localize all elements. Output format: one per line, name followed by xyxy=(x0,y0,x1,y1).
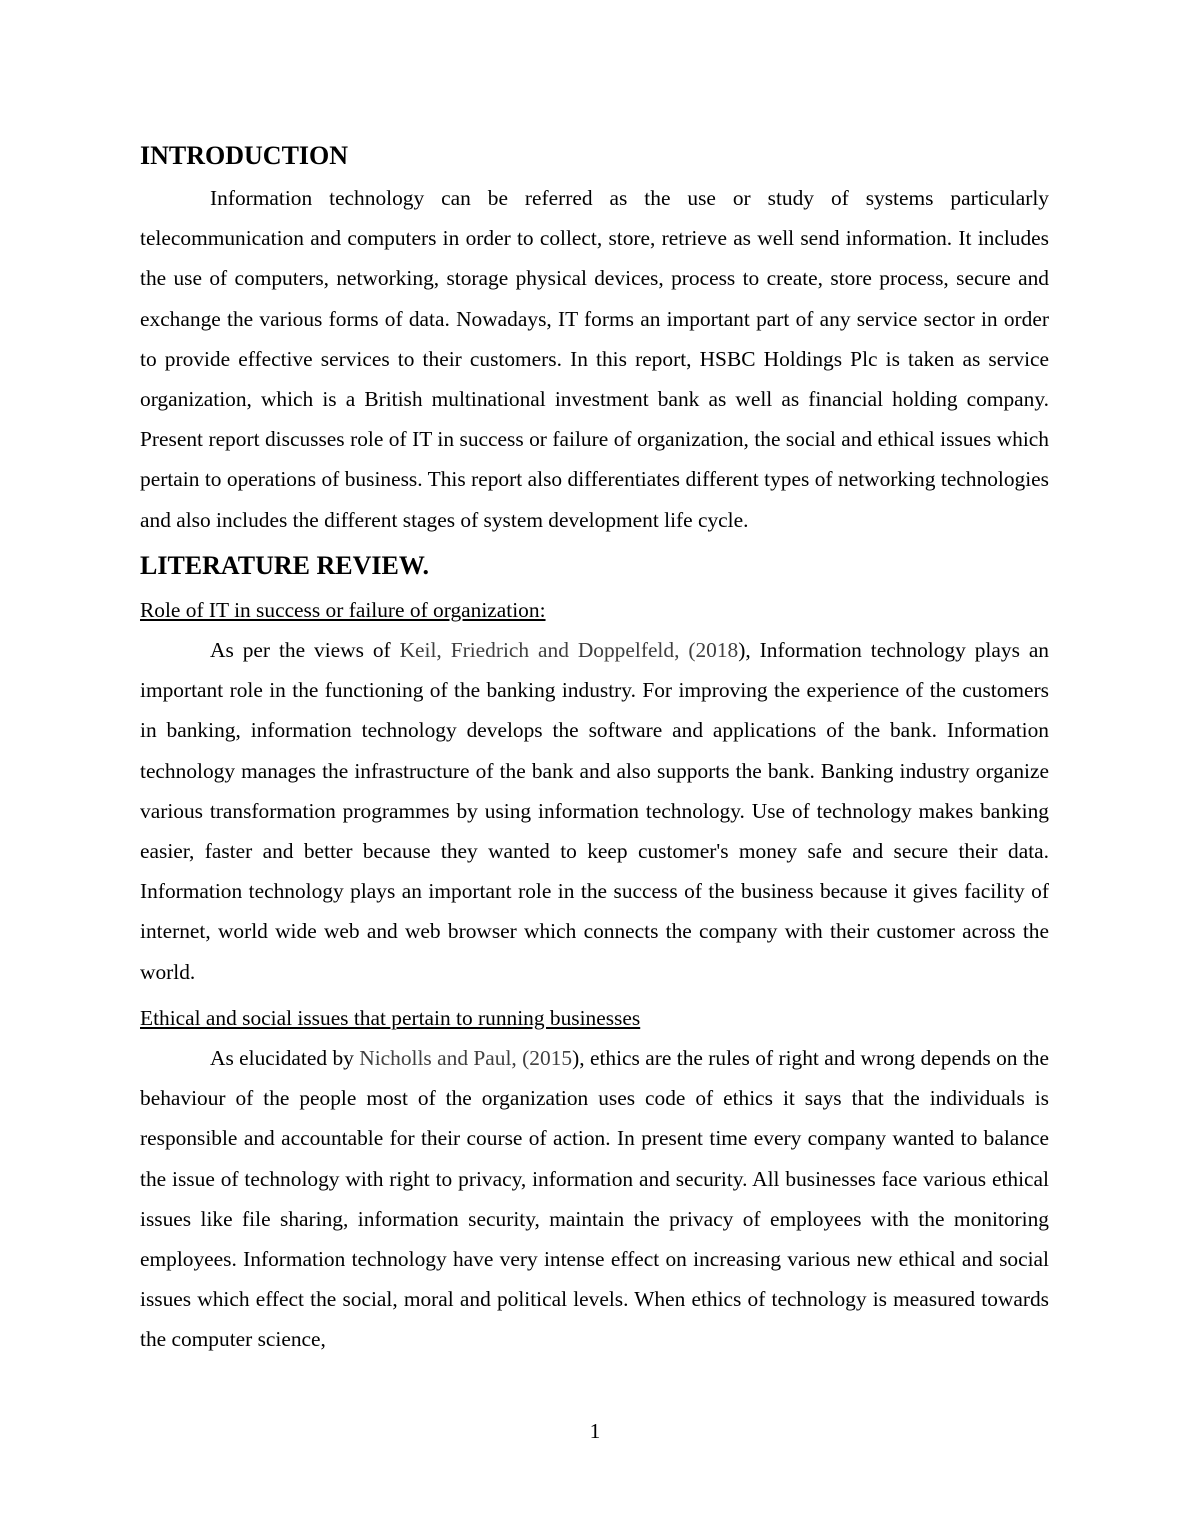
ethical-issues-lead: As elucidated by xyxy=(210,1046,360,1071)
role-of-it-paragraph xyxy=(140,630,1049,992)
page-content xyxy=(140,138,1049,1360)
role-of-it-lead: As per the views of xyxy=(210,638,400,663)
ethical-issues-subheading: Ethical and social issues that pertain to running businesses xyxy=(140,1005,641,1030)
introduction-paragraph: Information technology can be referred as the use or study of systems particularly telecommunication and computers in order to collect, store, retrieve as well send information. It includes the use of computers, networking, storage physical devices, process to create, store process, secure and exchange the various forms of data. Nowadays, IT forms an important part of any service sector in order to provide effective services to their customers. In this report, HSBC Holdings Plc is taken as service organization, which is a British multinational investment bank as well as financial holding company. Present report discusses role of IT in success or failure of organization, the social and ethical issues which pertain to operations of business. This report also differentiates different types of networking technologies and also includes the different stages of system development life cycle. xyxy=(140,186,1049,532)
role-of-it-citation: Keil, Friedrich and Doppelfeld, (2018 xyxy=(399,638,739,663)
role-of-it-text: ), Information technology plays an important role in the functioning of the banking industry. For improving the experience of the customers in banking, information technology develops the software and applications of the bank. Information technology manages the infrastructure of the bank and also supports the bank. Banking industry organize various transformation programmes by using information technology. Use of technology makes banking easier, faster and better because they wanted to keep customer's money safe and secure their data. Information technology plays an important role in the success of the business because it gives facility of internet, world wide web and web browser which connects the company with their customer across the world. xyxy=(140,638,1050,984)
ethical-issues-citation: Nicholls and Paul, (2015 xyxy=(359,1046,573,1071)
page-number: 1 xyxy=(589,1419,601,1443)
role-of-it-subheading: Role of IT in success or failure of organization: xyxy=(140,597,546,622)
introduction-heading: INTRODUCTION xyxy=(140,141,349,170)
ethical-issues-text: ), ethics are the rules of right and wrong depends on the behaviour of the people most of the organization uses code of ethics it says that the individuals is responsible and accountable for their course of action. In present time every company wanted to balance the issue of technology with right to privacy, information and security. All businesses face various ethical issues like file sharing, information security, maintain the privacy of employees with the monitoring employees. Information technology have very intense effect on increasing various new ethical and social issues which effect the social, moral and political levels. When ethics of technology is measured towards the computer science, xyxy=(140,1046,1049,1352)
literature-review-heading: LITERATURE REVIEW. xyxy=(140,550,429,580)
ethical-issues-paragraph xyxy=(140,1038,1049,1360)
